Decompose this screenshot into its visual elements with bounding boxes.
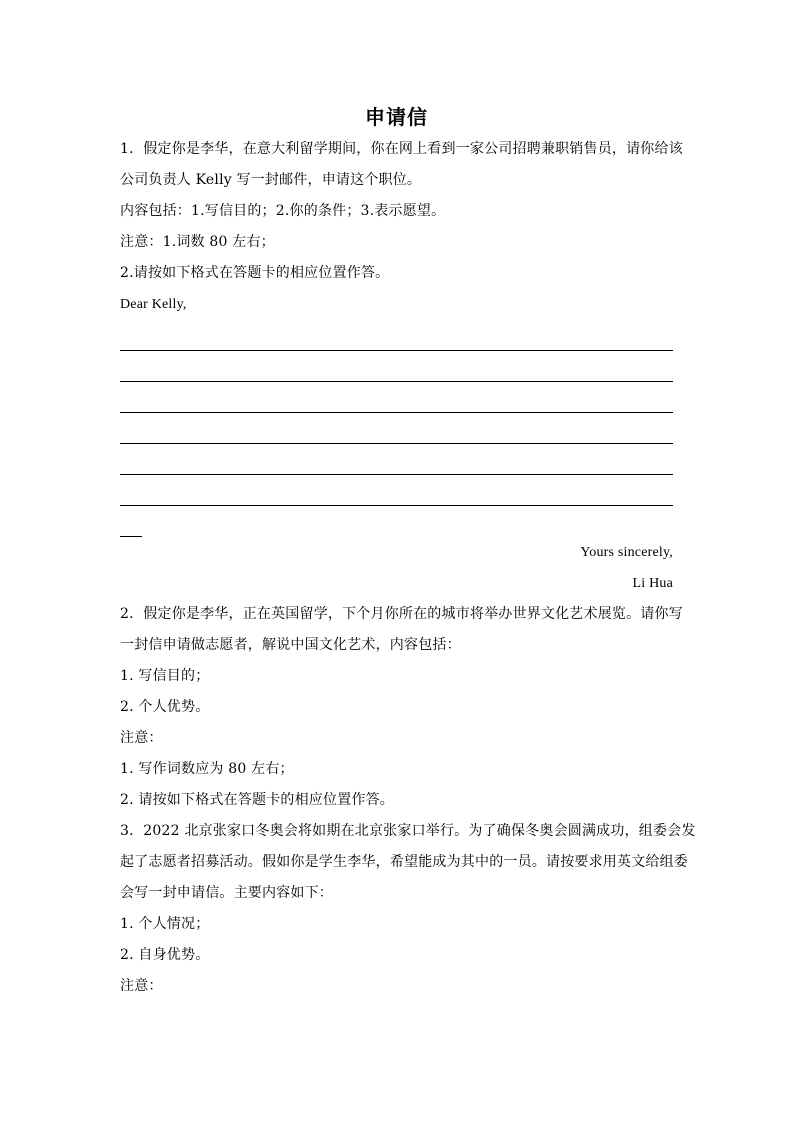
q2-item-1: 1. 写信目的； bbox=[120, 668, 210, 684]
answer-line bbox=[120, 444, 673, 475]
q2-note-format: 2. 请按如下格式在答题卡的相应位置作答。 bbox=[120, 792, 395, 808]
q2-prompt-line-2: 一封信申请做志愿者，解说中国文化艺术，内容包括： bbox=[120, 637, 461, 653]
page-title: 申请信 bbox=[365, 105, 428, 129]
answer-line-end bbox=[120, 506, 673, 537]
q2-note-label: 注意： bbox=[120, 730, 163, 746]
q3-prompt-line-2: 起了志愿者招募活动。假如你是学生李华，希望能成为其中的一员。请按要求用英文给组委 bbox=[120, 854, 688, 870]
answer-line bbox=[120, 351, 673, 382]
q1-closing: Yours sincerely, bbox=[580, 545, 673, 560]
q1-note-format: 2.请按如下格式在答题卡的相应位置作答。 bbox=[120, 265, 390, 281]
answer-line bbox=[120, 320, 673, 351]
q2-item-2: 2. 个人优势。 bbox=[120, 699, 210, 715]
answer-line bbox=[120, 475, 673, 506]
q1-note-word-count: 注意：1.词数 80 左右； bbox=[120, 234, 275, 250]
q2-note-word-count: 1. 写作词数应为 80 左右； bbox=[120, 761, 294, 777]
answer-line bbox=[120, 413, 673, 444]
q2-prompt-line-1: 2．假定你是李华，正在英国留学，下个月你所在的城市将举办世界文化艺术展览。请你写 bbox=[120, 606, 683, 622]
q3-item-2: 2. 自身优势。 bbox=[120, 947, 210, 963]
q1-signature: Li Hua bbox=[632, 576, 673, 591]
q3-item-1: 1. 个人情况； bbox=[120, 916, 210, 932]
q3-prompt-line-3: 会写一封申请信。主要内容如下： bbox=[120, 885, 333, 901]
q3-prompt-line-1: 3．2022 北京张家口冬奥会将如期在北京张家口举行。为了确保冬奥会圆满成功，组委会发 bbox=[120, 823, 696, 839]
answer-line bbox=[120, 382, 673, 413]
document-body bbox=[120, 100, 696, 1002]
q1-prompt-line-1: 1．假定你是李华，在意大利留学期间，你在网上看到一家公司招聘兼职销售员，请你给该 bbox=[120, 141, 683, 157]
q1-greeting: Dear Kelly, bbox=[120, 297, 187, 312]
q1-prompt-line-2: 公司负责人 Kelly 写一封邮件，申请这个职位。 bbox=[120, 172, 422, 188]
q3-note-label: 注意： bbox=[120, 978, 163, 994]
q1-content-requirements: 内容包括：1.写信目的；2.你的条件；3.表示愿望。 bbox=[120, 203, 446, 219]
